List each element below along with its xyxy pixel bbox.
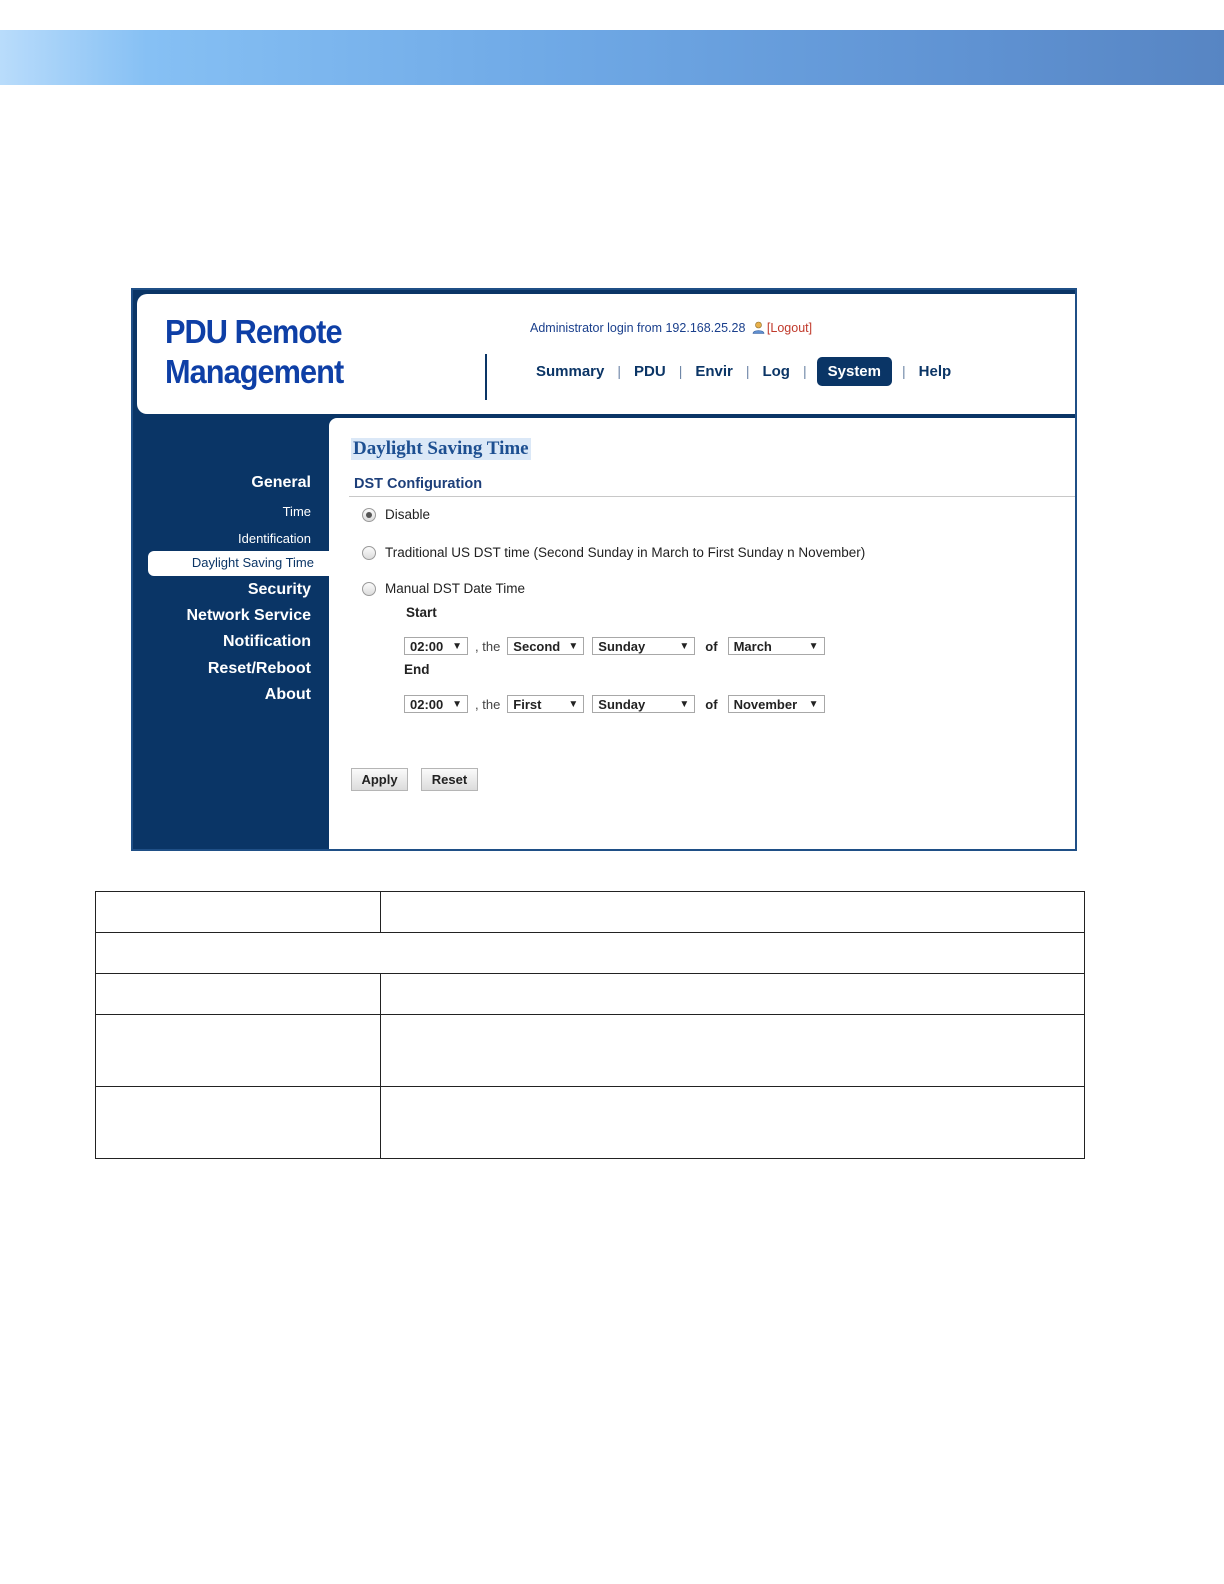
chevron-down-icon: ▼ <box>679 640 690 652</box>
start-week-value: Second <box>513 638 561 654</box>
start-month-select[interactable] <box>728 637 825 655</box>
of-text: of <box>705 638 718 654</box>
chevron-down-icon: ▼ <box>808 640 819 652</box>
table-cell <box>381 892 1085 933</box>
nav-help[interactable]: Help <box>918 362 952 380</box>
content-panel <box>329 418 1075 849</box>
end-day-select[interactable] <box>592 695 695 713</box>
table-row <box>96 892 1085 933</box>
app-window <box>131 288 1077 851</box>
start-time-select[interactable] <box>404 637 468 655</box>
logo-line-2: Management <box>165 353 344 390</box>
nav-system[interactable]: System <box>817 357 892 386</box>
nav-summary[interactable]: Summary <box>536 362 605 380</box>
sidebar-item-security[interactable]: Security <box>247 581 311 598</box>
nav-separator: | <box>678 363 683 379</box>
sidebar-item-general[interactable]: General <box>251 474 311 491</box>
option-traditional[interactable] <box>362 545 865 560</box>
sidebar-item-notification[interactable]: Notification <box>223 633 311 650</box>
option-manual[interactable] <box>362 581 525 596</box>
sidebar-item-time[interactable]: Time <box>282 504 311 519</box>
sidebar-item-reset-reboot[interactable]: Reset/Reboot <box>207 660 311 677</box>
table-cell <box>381 1087 1085 1159</box>
table-row <box>96 1087 1085 1159</box>
top-nav <box>535 356 952 386</box>
table-row <box>96 974 1085 1015</box>
table-cell <box>96 1015 381 1087</box>
sidebar-item-label: Daylight Saving Time <box>191 555 314 570</box>
header-divider <box>485 354 487 400</box>
disable-label: Disable <box>385 507 431 522</box>
manual-radio[interactable] <box>362 582 376 596</box>
option-disable[interactable] <box>362 507 430 522</box>
start-time-value: 02:00 <box>410 638 444 654</box>
login-ip: 192.168.25.28 <box>665 321 746 335</box>
section-title: DST Configuration <box>354 476 483 492</box>
start-day-select[interactable] <box>592 637 695 655</box>
chevron-down-icon: ▼ <box>808 698 819 710</box>
chevron-down-icon: ▼ <box>568 698 579 710</box>
start-week-select[interactable] <box>507 637 584 655</box>
end-month-select[interactable] <box>728 695 825 713</box>
end-week-value: First <box>513 696 542 712</box>
end-time-value: 02:00 <box>410 696 444 712</box>
chevron-down-icon: ▼ <box>452 640 462 652</box>
table-cell <box>381 974 1085 1015</box>
description-table <box>95 891 1085 1159</box>
sidebar-item-identification[interactable]: Identification <box>238 531 311 546</box>
of-text: of <box>705 696 718 712</box>
disable-radio[interactable] <box>362 508 376 522</box>
nav-separator: | <box>802 363 807 379</box>
logout-link[interactable]: [Logout] <box>766 321 813 335</box>
chevron-down-icon: ▼ <box>568 640 579 652</box>
nav-separator: | <box>745 363 750 379</box>
end-month-value: November <box>733 696 798 712</box>
table-cell <box>381 1015 1085 1087</box>
start-datetime-row <box>404 636 825 656</box>
the-text: , the <box>475 638 501 654</box>
logo-line-1: PDU Remote <box>165 313 342 350</box>
end-day-value: Sunday <box>598 696 646 712</box>
end-time-select[interactable] <box>404 695 468 713</box>
nav-envir[interactable]: Envir <box>695 362 733 380</box>
logo <box>165 312 463 392</box>
apply-button[interactable]: Apply <box>351 768 408 791</box>
login-info <box>530 321 812 335</box>
end-label: End <box>404 662 430 677</box>
chevron-down-icon: ▼ <box>452 698 462 710</box>
sidebar-item-about[interactable]: About <box>264 686 311 703</box>
start-day-value: Sunday <box>598 638 646 654</box>
table-cell <box>96 974 381 1015</box>
user-icon <box>752 321 765 334</box>
sidebar-item-network-service[interactable]: Network Service <box>186 607 311 624</box>
section-divider <box>349 496 1075 497</box>
nav-pdu[interactable]: PDU <box>634 362 666 380</box>
nav-log[interactable]: Log <box>762 362 790 380</box>
end-week-select[interactable] <box>507 695 584 713</box>
sidebar <box>133 418 329 849</box>
header <box>137 294 1075 414</box>
table-cell <box>96 1087 381 1159</box>
table-cell <box>96 892 381 933</box>
traditional-radio[interactable] <box>362 546 376 560</box>
reset-button[interactable]: Reset <box>421 768 478 791</box>
the-text: , the <box>475 696 501 712</box>
top-banner <box>0 30 1224 85</box>
start-month-value: March <box>733 638 772 654</box>
login-prefix: Administrator login from <box>530 321 662 335</box>
chevron-down-icon: ▼ <box>679 698 690 710</box>
start-label: Start <box>406 605 437 620</box>
table-row <box>96 1015 1085 1087</box>
page-title: Daylight Saving Time <box>353 438 529 459</box>
end-datetime-row <box>404 694 825 714</box>
traditional-label: Traditional US DST time (Second Sunday in March to First Sunday n November) <box>385 545 866 560</box>
nav-separator: | <box>617 363 622 379</box>
table-row <box>96 933 1085 974</box>
sidebar-item-daylight-saving-time[interactable] <box>148 551 331 576</box>
nav-separator: | <box>902 363 906 379</box>
manual-label: Manual DST Date Time <box>385 581 526 596</box>
table-cell <box>96 933 1085 974</box>
